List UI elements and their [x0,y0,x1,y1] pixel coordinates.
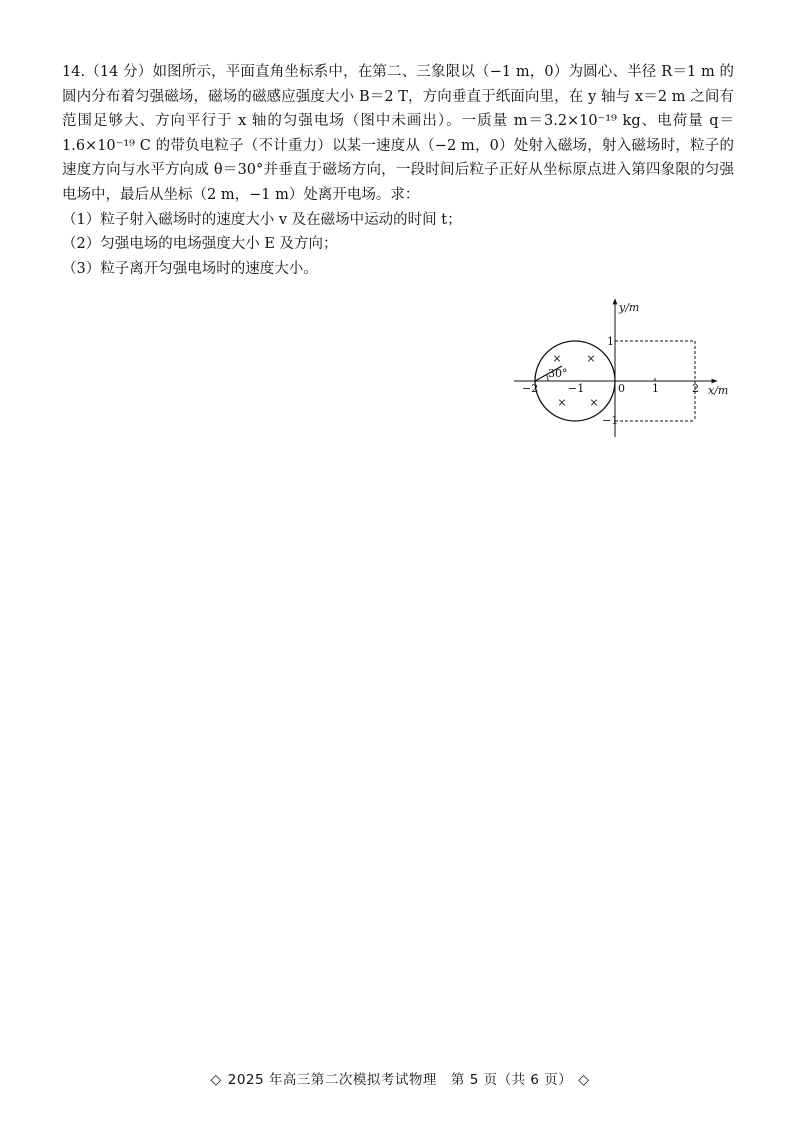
coordinate-figure [512,295,734,445]
origin-label: 0 [618,382,625,395]
page-footer [0,1068,800,1088]
footer-text: 2025 年高三第二次模拟考试物理 第 5 页（共 6 页） [227,1072,573,1088]
field-cross-3: × [557,396,567,409]
x-tick-label-neg2: −2 [522,382,539,395]
footer-right-mark: ◇ [578,1072,590,1088]
question-3: （3）粒子离开匀强电场时的速度大小。 [62,260,318,277]
figure-svg [512,295,734,445]
y-tick-label-neg1: −1 [602,414,619,427]
x-tick-label-neg1: −1 [568,382,585,395]
field-cross-4: × [589,396,599,409]
field-cross-1: × [552,352,562,365]
question-1: （1）粒子射入磁场时的速度大小 v 及在磁场中运动的时间 t； [62,211,462,228]
field-cross-2: × [586,352,596,365]
x-tick-label-1: 1 [652,382,659,395]
question-2: （2）匀强电场的电场强度大小 E 及方向； [62,236,338,253]
problem-stem: 14.（14 分）如图所示，平面直角坐标系中，在第二、三象限以（−1 m，0）为圆心、半径 R＝1 m 的圆内分布着匀强磁场，磁场的磁感应强度大小 B＝2 T，方向垂直于纸面向里，在 y 轴与 x＝2 m 之间有范围足够大、方向平行于 x 轴的匀强电场（图中未画出）。一质量 m＝3.2×10⁻¹⁹ kg、电荷量 q＝1.6×10⁻¹⁹ C 的带负电粒子（不计重力）以某一速度从（−2 m，0）处射入磁场，射入磁场时，粒子的速度方向与水平方向成 θ＝30°并垂直于磁场方向，一段时间后粒子正好从坐标原点进入第四象限的匀强电场中，最后从坐标（2 m，−1 m）处离开电场。求： [62,64,734,203]
angle-label: 30° [548,367,568,380]
x-axis-label: x/m [708,384,729,397]
y-axis-label: y/m [619,301,640,314]
y-tick-label-1: 1 [607,335,614,348]
x-tick-label-2: 2 [692,382,699,395]
footer-left-mark: ◇ [210,1072,222,1088]
problem-block [62,60,734,281]
